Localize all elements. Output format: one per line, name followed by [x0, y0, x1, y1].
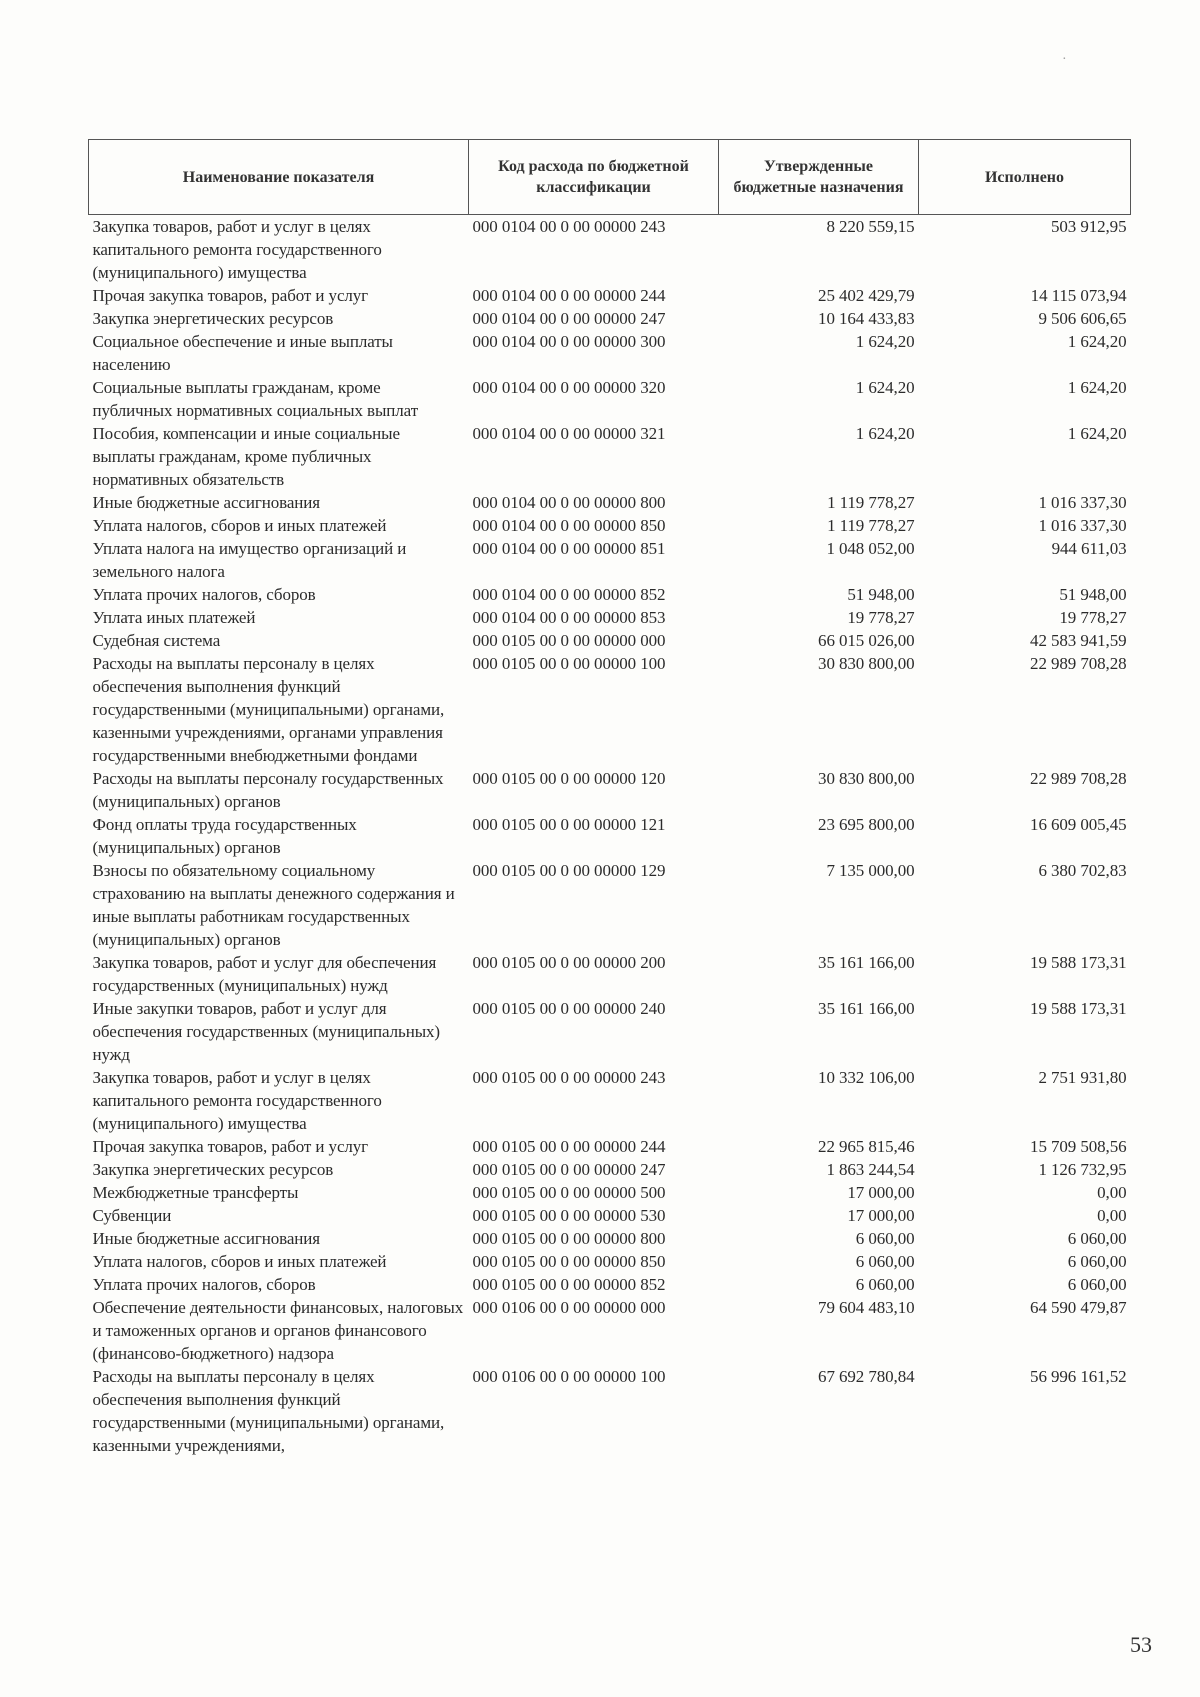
row-approved: 17 000,00: [847, 1206, 915, 1225]
row-approved: 19 778,27: [847, 608, 915, 627]
row-approved: 51 948,00: [847, 585, 915, 604]
row-name: Социальное обеспечение и иные выплаты населению: [92, 332, 393, 374]
row-code: 000 0105 00 0 00 00000 129: [472, 861, 666, 880]
row-name: Иные бюджетные ассигнования: [92, 493, 321, 512]
row-name: Социальные выплаты гражданам, кроме публичных нормативных социальных выплат: [92, 378, 419, 420]
row-name: Прочая закупка товаров, работ и услуг: [92, 286, 369, 305]
row-executed: 22 989 708,28: [1030, 654, 1127, 673]
row-approved: 10 332 106,00: [818, 1068, 915, 1087]
row-code: 000 0104 00 0 00 00000 851: [472, 539, 666, 558]
row-code: 000 0104 00 0 00 00000 853: [472, 608, 666, 627]
row-name: Расходы на выплаты персоналу в целях обеспечения выполнения функций государственными (муниципальными) органами, казенными учреждениями,: [92, 1367, 445, 1455]
table-row: [89, 583, 1131, 606]
row-approved: 1 119 778,27: [827, 493, 915, 512]
row-executed: 2 751 931,80: [1038, 1068, 1127, 1087]
row-name: Иные бюджетные ассигнования: [92, 1229, 321, 1248]
table-row: [89, 307, 1131, 330]
row-approved: 1 624,20: [855, 424, 915, 443]
row-name: Закупка энергетических ресурсов: [92, 309, 334, 328]
row-approved: 79 604 483,10: [818, 1298, 915, 1317]
row-code: 000 0105 00 0 00 00000 244: [472, 1137, 666, 1156]
header-name: Наименование показателя: [89, 140, 469, 215]
row-executed: 6 060,00: [1067, 1252, 1127, 1271]
row-code: 000 0104 00 0 00 00000 247: [472, 309, 666, 328]
row-approved: 1 624,20: [855, 332, 915, 351]
table-row: [89, 1135, 1131, 1158]
table-row: [89, 1158, 1131, 1181]
row-name: Уплата прочих налогов, сборов: [92, 1275, 316, 1294]
row-executed: 503 912,95: [1050, 217, 1127, 236]
table-row: [89, 514, 1131, 537]
table-body: [89, 215, 1131, 1458]
row-code: 000 0104 00 0 00 00000 320: [472, 378, 666, 397]
row-executed: 6 380 702,83: [1038, 861, 1127, 880]
row-approved: 8 220 559,15: [826, 217, 915, 236]
row-code: 000 0104 00 0 00 00000 300: [472, 332, 666, 351]
row-code: 000 0104 00 0 00 00000 852: [472, 585, 666, 604]
row-code: 000 0105 00 0 00 00000 500: [472, 1183, 666, 1202]
row-name: Закупка товаров, работ и услуг для обеспечения государственных (муниципальных) нужд: [92, 953, 437, 995]
row-code: 000 0105 00 0 00 00000 852: [472, 1275, 666, 1294]
row-approved: 66 015 026,00: [818, 631, 915, 650]
row-executed: 56 996 161,52: [1030, 1367, 1127, 1386]
row-approved: 30 830 800,00: [818, 769, 915, 788]
row-name: Закупка товаров, работ и услуг в целях капитального ремонта государственного (муниципального) имущества: [92, 1068, 382, 1133]
table-row: [89, 1250, 1131, 1273]
table-row: [89, 1066, 1131, 1135]
row-executed: 15 709 508,56: [1030, 1137, 1127, 1156]
row-name: Субвенции: [92, 1206, 172, 1225]
row-code: 000 0105 00 0 00 00000 121: [472, 815, 666, 834]
row-code: 000 0104 00 0 00 00000 243: [472, 217, 666, 236]
row-approved: 6 060,00: [855, 1275, 915, 1294]
table-row: [89, 606, 1131, 629]
row-code: 000 0105 00 0 00 00000 100: [472, 654, 666, 673]
row-executed: 19 588 173,31: [1030, 999, 1127, 1018]
row-name: Закупка товаров, работ и услуг в целях капитального ремонта государственного (муниципального) имущества: [92, 217, 382, 282]
row-approved: 6 060,00: [855, 1229, 915, 1248]
row-name: Расходы на выплаты персоналу в целях обеспечения выполнения функций государственными (муниципальными) органами, казенными учреждениями, органами управления государственными внебюджетными фондами: [92, 654, 445, 765]
row-code: 000 0105 00 0 00 00000 850: [472, 1252, 666, 1271]
row-approved: 25 402 429,79: [818, 286, 915, 305]
table-row: [89, 330, 1131, 376]
row-executed: 6 060,00: [1067, 1275, 1127, 1294]
table-row: [89, 1296, 1131, 1365]
row-name: Обеспечение деятельности финансовых, налоговых и таможенных органов и органов финансового (финансово-бюджетного) надзора: [92, 1298, 464, 1363]
row-code: 000 0106 00 0 00 00000 100: [472, 1367, 666, 1386]
row-name: Прочая закупка товаров, работ и услуг: [92, 1137, 369, 1156]
row-executed: 19 778,27: [1059, 608, 1127, 627]
table-row: [89, 652, 1131, 767]
table-row: [89, 1227, 1131, 1250]
row-code: 000 0105 00 0 00 00000 247: [472, 1160, 666, 1179]
row-code: 000 0104 00 0 00 00000 321: [472, 424, 666, 443]
row-executed: 1 016 337,30: [1038, 516, 1127, 535]
row-name: Уплата иных платежей: [92, 608, 256, 627]
row-approved: 6 060,00: [855, 1252, 915, 1271]
row-approved: 23 695 800,00: [818, 815, 915, 834]
row-executed: 944 611,03: [1051, 539, 1127, 558]
row-executed: 1 016 337,30: [1038, 493, 1127, 512]
scan-mark: ·: [1062, 52, 1067, 67]
row-approved: 35 161 166,00: [818, 953, 915, 972]
row-executed: 0,00: [1097, 1206, 1127, 1225]
row-executed: 42 583 941,59: [1030, 631, 1127, 650]
row-name: Иные закупки товаров, работ и услуг для обеспечения государственных (муниципальных) нужд: [92, 999, 440, 1064]
row-name: Уплата налогов, сборов и иных платежей: [92, 516, 387, 535]
row-approved: 1 624,20: [855, 378, 915, 397]
header-approved: Утвержденные бюджетные назначения: [719, 140, 919, 215]
table-row: [89, 629, 1131, 652]
row-approved: 1 119 778,27: [827, 516, 915, 535]
row-code: 000 0105 00 0 00 00000 200: [472, 953, 666, 972]
row-executed: 1 624,20: [1067, 378, 1127, 397]
row-code: 000 0104 00 0 00 00000 244: [472, 286, 666, 305]
row-name: Взносы по обязательному социальному страхованию на выплаты денежного содержания и иные выплаты работникам государственных (муниципальных) органов: [92, 861, 455, 949]
row-name: Пособия, компенсации и иные социальные выплаты гражданам, кроме публичных нормативных обязательств: [92, 424, 400, 489]
row-name: Уплата прочих налогов, сборов: [92, 585, 316, 604]
table-row: [89, 813, 1131, 859]
table-row: [89, 491, 1131, 514]
page-number: 53: [1130, 1632, 1152, 1657]
row-executed: 16 609 005,45: [1030, 815, 1127, 834]
row-executed: 51 948,00: [1059, 585, 1127, 604]
row-name: Уплата налогов, сборов и иных платежей: [92, 1252, 387, 1271]
table-row: [89, 376, 1131, 422]
table-row: [89, 1365, 1131, 1457]
row-name: Расходы на выплаты персоналу государственных (муниципальных) органов: [92, 769, 444, 811]
header-code: Код расхода по бюджетной классификации: [469, 140, 719, 215]
row-approved: 10 164 433,83: [818, 309, 915, 328]
row-code: 000 0105 00 0 00 00000 120: [472, 769, 666, 788]
row-name: Закупка энергетических ресурсов: [92, 1160, 334, 1179]
row-code: 000 0104 00 0 00 00000 800: [472, 493, 666, 512]
row-approved: 1 863 244,54: [826, 1160, 915, 1179]
budget-execution-table: [88, 139, 1131, 1457]
table-row: [89, 997, 1131, 1066]
row-name: Уплата налога на имущество организаций и земельного налога: [92, 539, 407, 581]
table-row: [89, 215, 1131, 285]
table-row: [89, 767, 1131, 813]
row-name: Межбюджетные трансферты: [92, 1183, 299, 1202]
row-code: 000 0105 00 0 00 00000 800: [472, 1229, 666, 1248]
row-executed: 19 588 173,31: [1030, 953, 1127, 972]
row-name: Фонд оплаты труда государственных (муниципальных) органов: [92, 815, 357, 857]
table-row: [89, 859, 1131, 951]
row-executed: 0,00: [1097, 1183, 1127, 1202]
header-executed: Исполнено: [919, 140, 1131, 215]
row-executed: 14 115 073,94: [1030, 286, 1127, 305]
row-code: 000 0106 00 0 00 00000 000: [472, 1298, 666, 1317]
table-row: [89, 1204, 1131, 1227]
row-approved: 17 000,00: [847, 1183, 915, 1202]
row-code: 000 0104 00 0 00 00000 850: [472, 516, 666, 535]
row-executed: 64 590 479,87: [1030, 1298, 1127, 1317]
row-executed: 22 989 708,28: [1030, 769, 1127, 788]
row-executed: 9 506 606,65: [1038, 309, 1127, 328]
table-row: [89, 1273, 1131, 1296]
table-row: [89, 537, 1131, 583]
row-approved: 22 965 815,46: [818, 1137, 915, 1156]
row-name: Судебная система: [92, 631, 221, 650]
row-approved: 1 048 052,00: [826, 539, 915, 558]
table-row: [89, 951, 1131, 997]
table-row: [89, 1181, 1131, 1204]
row-executed: 1 624,20: [1067, 332, 1127, 351]
row-executed: 1 126 732,95: [1038, 1160, 1127, 1179]
table-row: [89, 284, 1131, 307]
row-approved: 30 830 800,00: [818, 654, 915, 673]
row-executed: 1 624,20: [1067, 424, 1127, 443]
row-approved: 67 692 780,84: [818, 1367, 915, 1386]
row-code: 000 0105 00 0 00 00000 240: [472, 999, 666, 1018]
row-code: 000 0105 00 0 00 00000 530: [472, 1206, 666, 1225]
row-approved: 35 161 166,00: [818, 999, 915, 1018]
table-row: [89, 422, 1131, 491]
row-code: 000 0105 00 0 00 00000 243: [472, 1068, 666, 1087]
row-executed: 6 060,00: [1067, 1229, 1127, 1248]
row-code: 000 0105 00 0 00 00000 000: [472, 631, 666, 650]
row-approved: 7 135 000,00: [826, 861, 915, 880]
table-header-row: [89, 140, 1131, 215]
